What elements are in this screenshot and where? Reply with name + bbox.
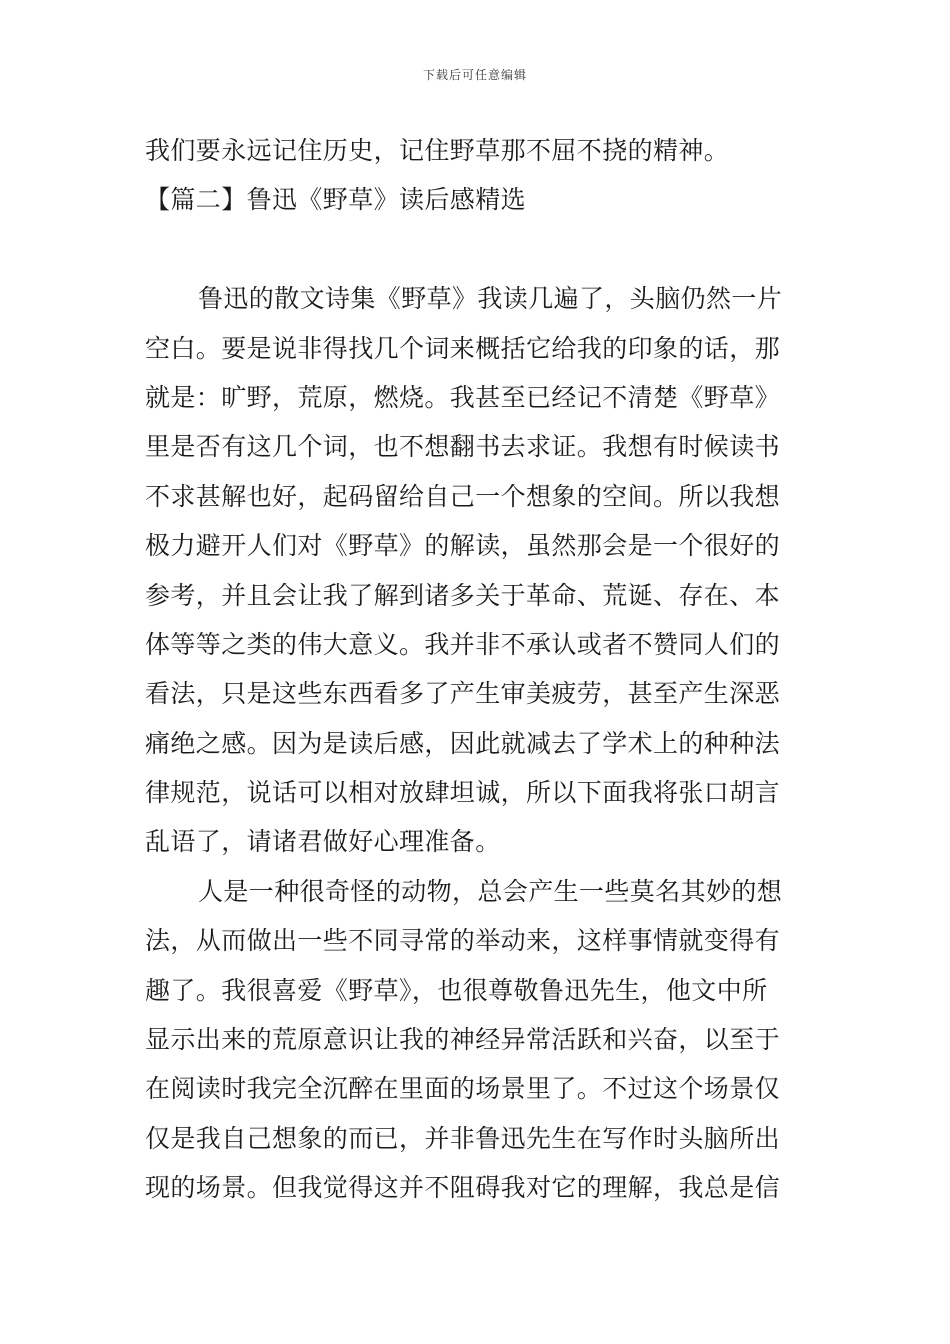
closing-sentence: 我们要永远记住历史，记住野草那不屈不挠的精神。 [145, 136, 730, 165]
paragraph-line: 法，从而做出一些不同寻常的举动来，这样事情就变得有 [145, 926, 781, 956]
document-body [145, 126, 810, 1213]
paragraph-line: 律规范，说话可以相对放肆坦诚，所以下面我将张口胡言 [145, 778, 781, 808]
paragraph-line: 在阅读时我完全沉醉在里面的场景里了。不过这个场景仅 [145, 1074, 781, 1104]
blank-line [145, 225, 810, 274]
paragraph-line: 里是否有这几个词，也不想翻书去求证。我想有时候读书 [145, 432, 781, 462]
paragraph-1 [145, 274, 810, 867]
paragraph-line: 人是一种很奇怪的动物，总会产生一些莫名其妙的想 [198, 876, 783, 906]
paragraph-line: 看法，只是这些东西看多了产生审美疲劳，甚至产生深恶 [145, 679, 781, 709]
paragraph-line: 仅是我自己想象的而已，并非鲁迅先生在写作时头脑所出 [145, 1123, 781, 1153]
paragraph-line: 参考，并且会让我了解到诸多关于革命、荒诞、存在、本 [145, 580, 781, 610]
paragraph-line: 鲁迅的散文诗集《野草》我读几遍了，头脑仍然一片 [198, 284, 783, 314]
paragraph-line: 趣了。我很喜爱《野草》，也很尊敬鲁迅先生，他文中所 [145, 975, 768, 1005]
paragraph-line: 空白。要是说非得找几个词来概括它给我的印象的话，那 [145, 333, 781, 363]
paragraph-line: 显示出来的荒原意识让我的神经异常活跃和兴奋，以至于 [145, 1025, 781, 1055]
paragraph-line: 体等等之类的伟大意义。我并非不承认或者不赞同人们的 [145, 629, 781, 659]
paragraph-line: 乱语了，请诸君做好心理准备。 [145, 827, 501, 857]
paragraph-2 [145, 867, 810, 1213]
page-header-note: 下载后可任意编辑 [422, 68, 527, 82]
paragraph-line: 现的场景。但我觉得这并不阻碍我对它的理解，我总是信 [145, 1173, 781, 1203]
paragraph-line: 不求甚解也好，起码留给自己一个想象的空间。所以我想 [145, 481, 781, 511]
section-heading: 【篇二】鲁迅《野草》读后感精选 [145, 185, 527, 215]
paragraph-line: 极力避开人们对《野草》的解读，虽然那会是一个很好的 [145, 531, 781, 561]
paragraph-line: 就是：旷野，荒原，燃烧。我甚至已经记不清楚《野草》 [145, 382, 781, 412]
paragraph-line: 痛绝之感。因为是读后感，因此就减去了学术上的种种法 [145, 728, 781, 758]
